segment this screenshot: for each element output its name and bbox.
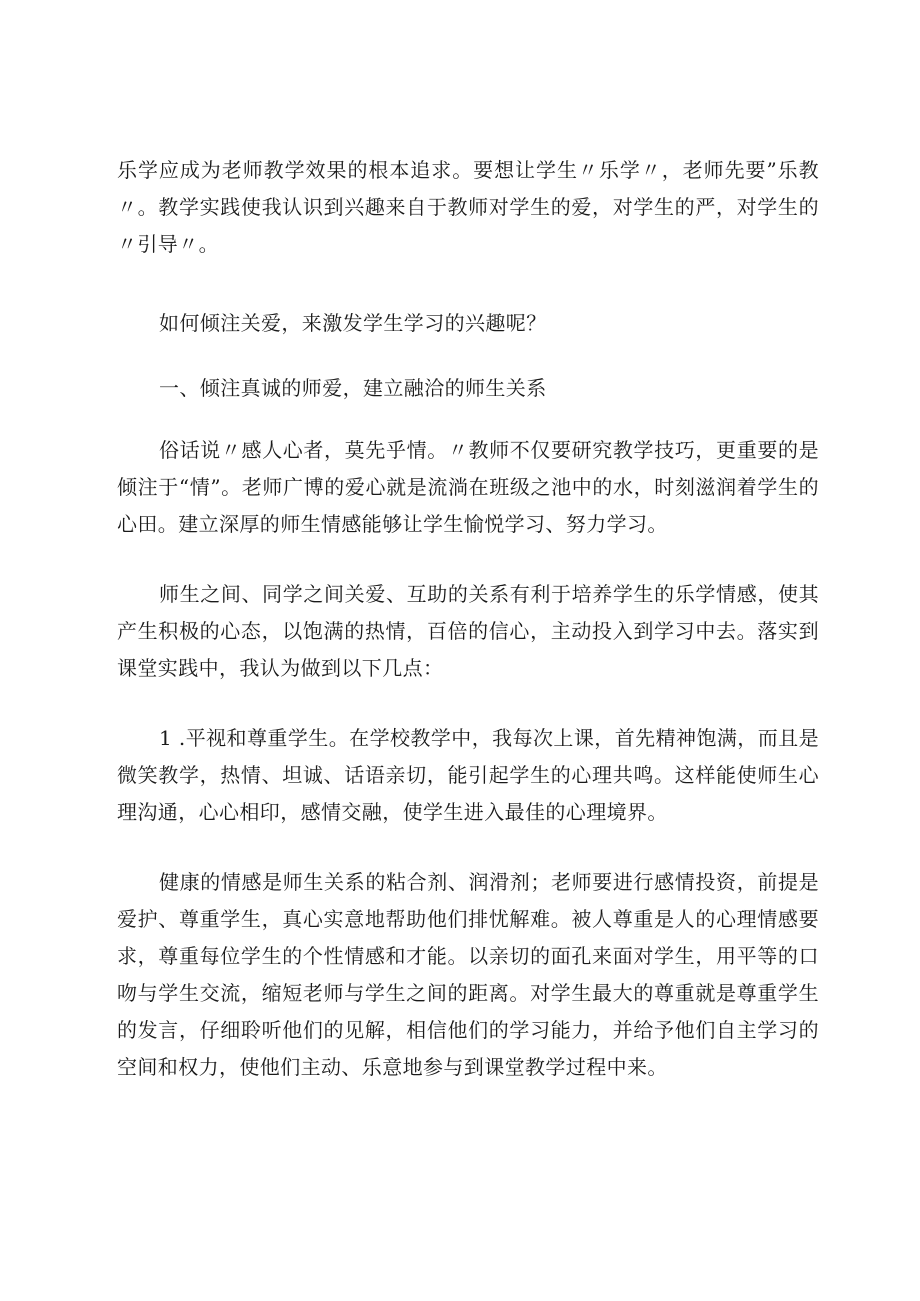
- paragraph-respect: 健康的情感是师生关系的粘合剂、润滑剂；老师要进行感情投资，前提是爱护、尊重学生，真心实意地帮助他们排忧解难。被人尊重是人的心理情感要求，尊重每位学生的个性情感和才能。以亲切的面孔来面对学生，用平等的口吻与学生交流，缩短老师与学生之间的距离。对学生最大的尊重就是尊重学生的发言，仔细聆听他们的见解，相信他们的学习能力，并给予他们自主学习的空间和权力，使他们主动、乐意地参与到课堂教学过程中来。: [117, 870, 819, 1079]
- paragraph-question: 如何倾注关爱，来激发学生学习的兴趣呢？: [159, 311, 547, 335]
- section-heading: 一、倾注真诚的师爱，建立融洽的师生关系: [159, 376, 547, 400]
- paragraph-intro: 乐学应成为老师教学效果的根本追求。要想让学生〃乐学〃，老师先要”乐教〃。教学实践使我认识到兴趣来自于教师对学生的爱，对学生的严，对学生的〃引导〃。: [117, 158, 819, 256]
- paragraph-relationship: 师生之间、同学之间关爱、互助的关系有利于培养学生的乐学情感，使其产生积极的心态，以饱满的热情，百倍的信心，主动投入到学习中去。落实到课堂实践中，我认为做到以下几点：: [117, 582, 819, 680]
- paragraph-point-1: 1 .平视和尊重学生。在学校教学中，我每次上课，首先精神饱满，而且是微笑教学，热情、坦诚、话语亲切，能引起学生的心理共鸣。这样能使师生心理沟通，心心相印，感情交融，使学生进入最佳的心理境界。: [117, 726, 819, 824]
- paragraph-proverb: 俗话说〃感人心者，莫先乎情。〃教师不仅要研究教学技巧，更重要的是倾注于“情”。老师广博的爱心就是流淌在班级之池中的水，时刻滋润着学生的心田。建立深厚的师生情感能够让学生愉悦学习、努力学习。: [117, 438, 819, 536]
